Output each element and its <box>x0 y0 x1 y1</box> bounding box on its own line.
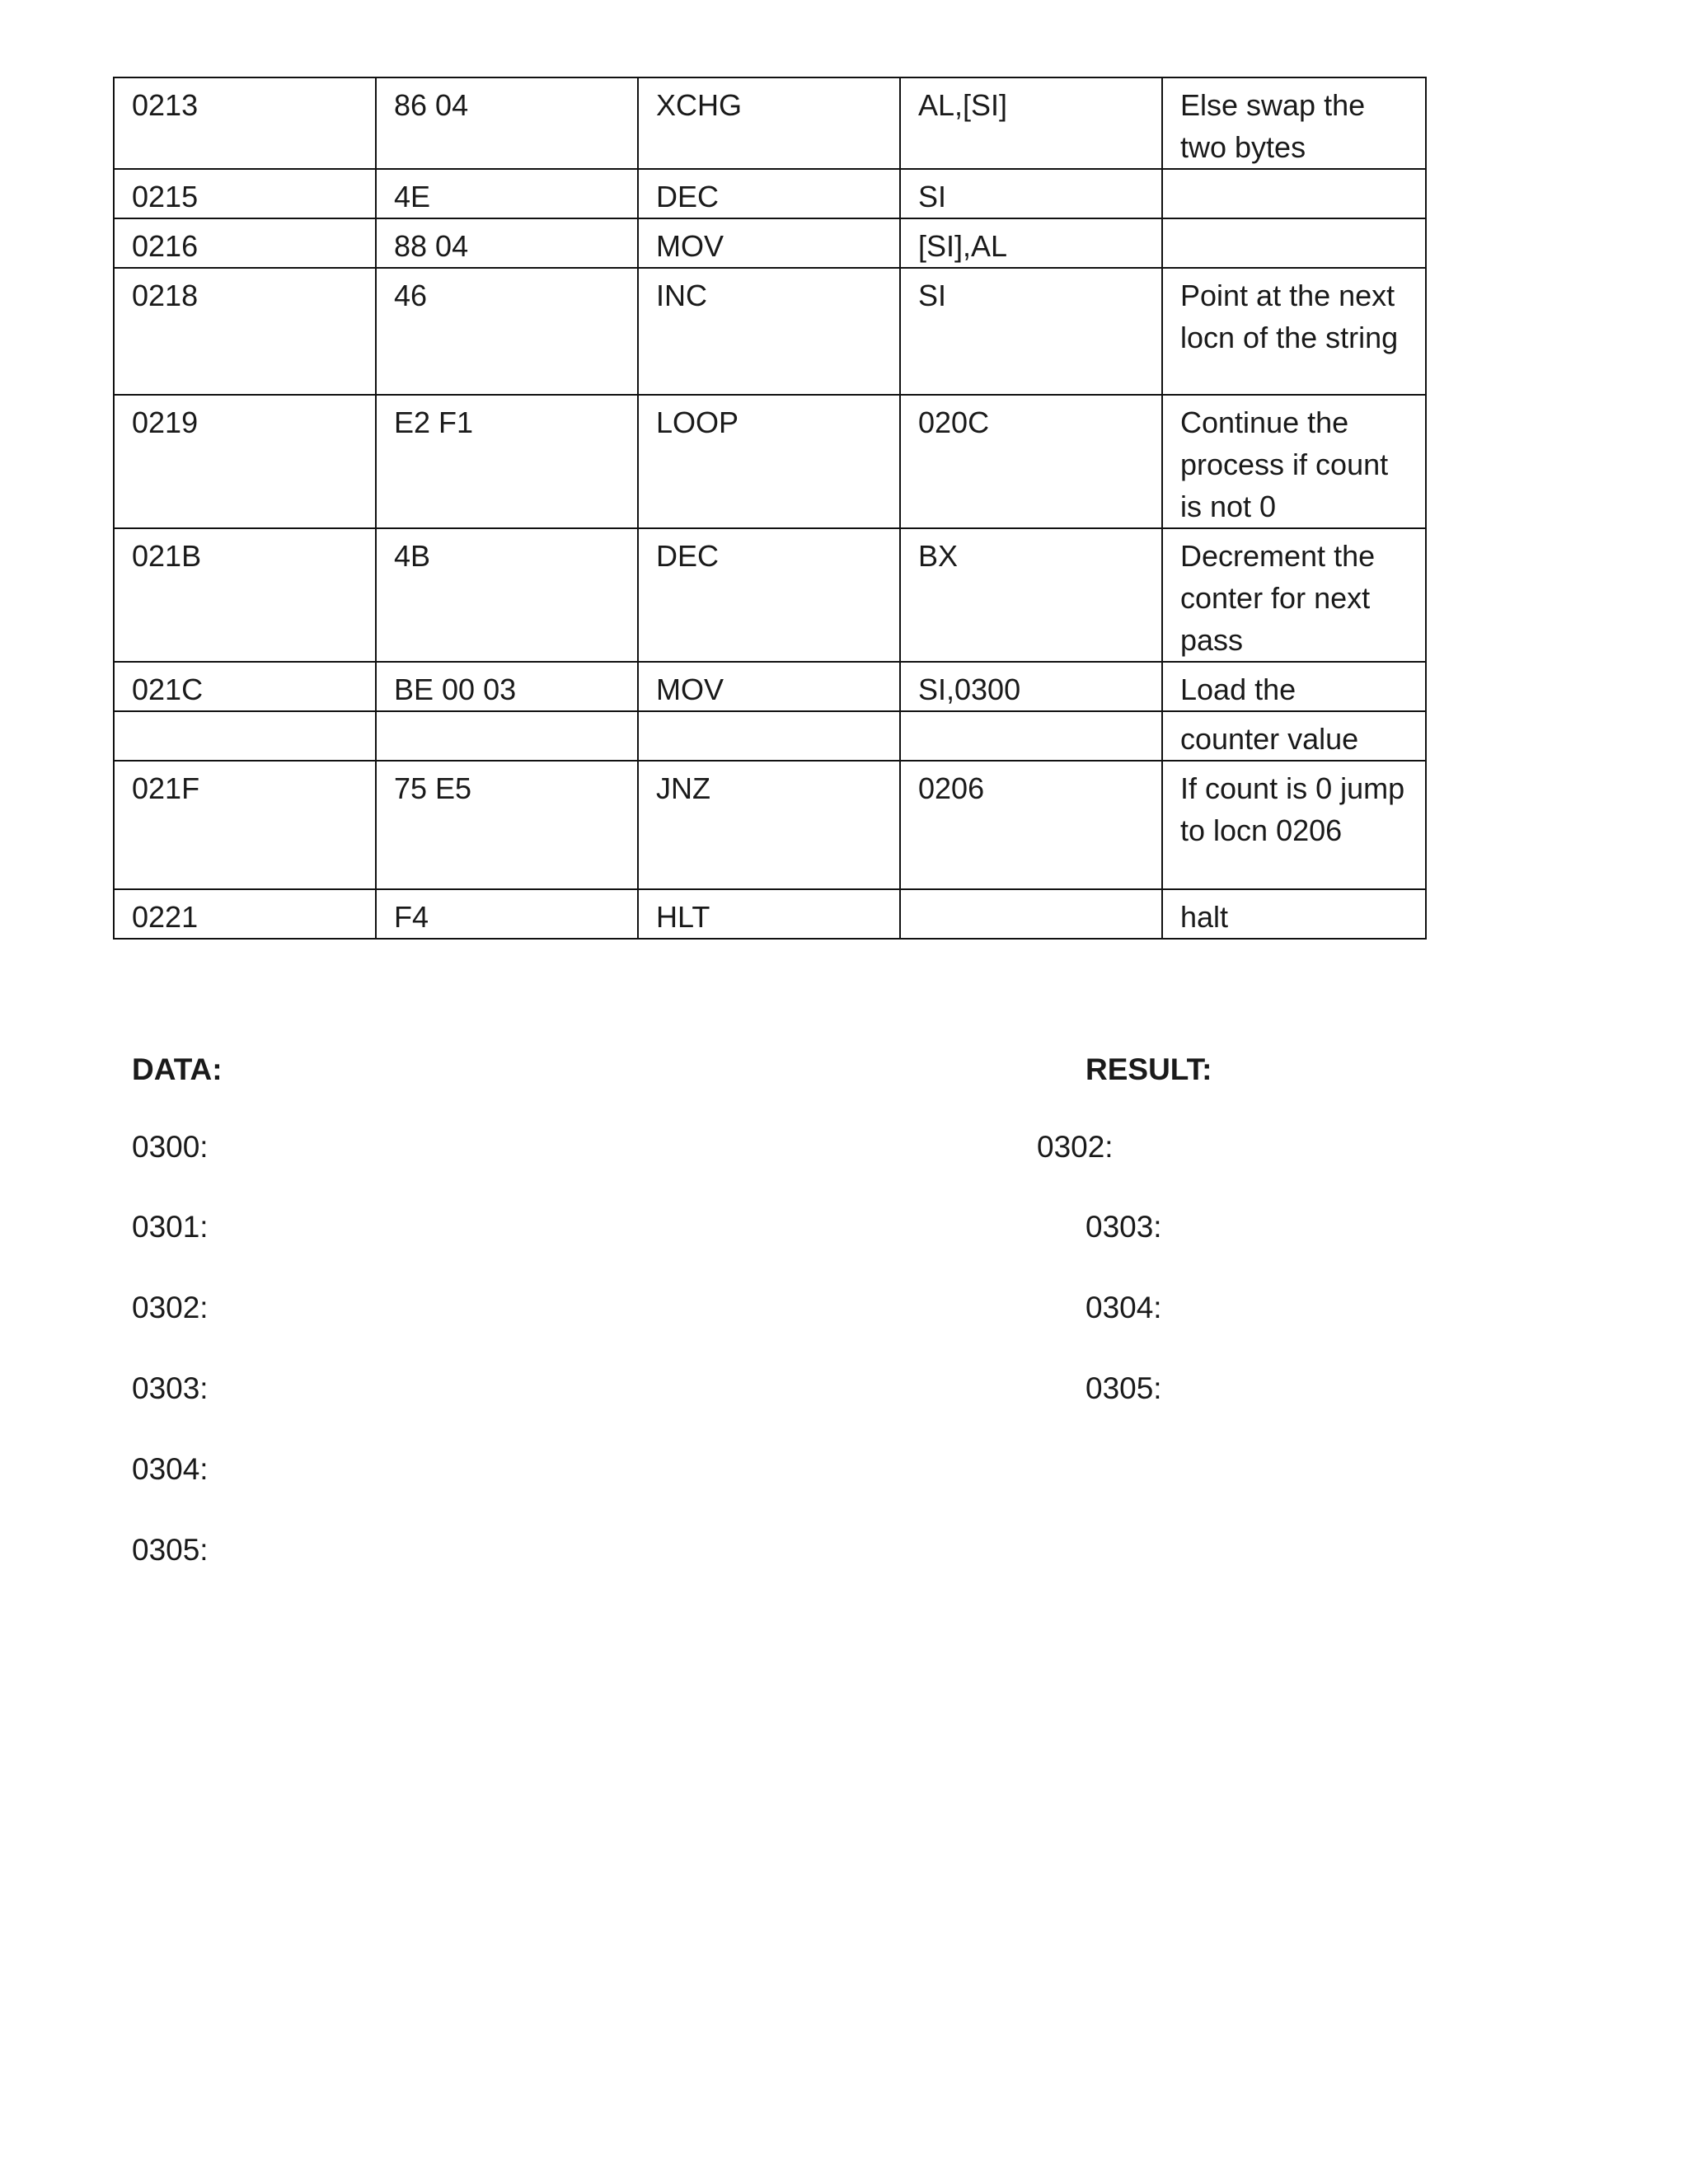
table-row <box>114 218 1426 268</box>
result-item-0305: 0305: <box>1085 1371 1162 1405</box>
cell-address <box>114 711 376 761</box>
cell-mnemonic: DEC <box>638 528 900 662</box>
cell-address: 0216 <box>114 218 376 268</box>
cell-comment <box>1162 218 1426 268</box>
result-heading: RESULT: <box>1085 1052 1212 1086</box>
cell-comment: Decrement the conter for next pass <box>1162 528 1426 662</box>
cell-operand: BX <box>900 528 1162 662</box>
cell-comment: counter value <box>1162 711 1426 761</box>
cell-opcode: 4E <box>376 169 638 218</box>
cell-comment <box>1162 169 1426 218</box>
table-row <box>114 268 1426 395</box>
cell-operand: 020C <box>900 395 1162 528</box>
cell-operand: 0206 <box>900 761 1162 889</box>
table-row <box>114 528 1426 662</box>
result-item-0302: 0302: <box>1037 1130 1114 1164</box>
cell-operand: SI <box>900 169 1162 218</box>
instruction-table <box>113 77 1427 940</box>
cell-operand: AL,[SI] <box>900 77 1162 169</box>
cell-opcode: 4B <box>376 528 638 662</box>
data-item-0302: 0302: <box>132 1291 209 1324</box>
cell-opcode: 86 04 <box>376 77 638 169</box>
data-heading: DATA: <box>132 1052 223 1086</box>
cell-comment: Continue the process if count is not 0 <box>1162 395 1426 528</box>
cell-comment: Else swap the two bytes <box>1162 77 1426 169</box>
cell-address: 021C <box>114 662 376 711</box>
cell-mnemonic: MOV <box>638 662 900 711</box>
cell-opcode <box>376 711 638 761</box>
table-row <box>114 169 1426 218</box>
cell-mnemonic: LOOP <box>638 395 900 528</box>
cell-mnemonic: DEC <box>638 169 900 218</box>
cell-address: 0213 <box>114 77 376 169</box>
cell-operand <box>900 889 1162 939</box>
table-row <box>114 662 1426 711</box>
cell-opcode: 88 04 <box>376 218 638 268</box>
result-item-0303: 0303: <box>1085 1210 1162 1244</box>
cell-opcode: F4 <box>376 889 638 939</box>
data-item-0300: 0300: <box>132 1130 209 1164</box>
data-item-0305: 0305: <box>132 1533 209 1567</box>
cell-comment: Point at the next locn of the string <box>1162 268 1426 395</box>
cell-mnemonic: HLT <box>638 889 900 939</box>
cell-opcode: E2 F1 <box>376 395 638 528</box>
cell-operand: SI,0300 <box>900 662 1162 711</box>
cell-mnemonic: XCHG <box>638 77 900 169</box>
cell-operand <box>900 711 1162 761</box>
cell-mnemonic: JNZ <box>638 761 900 889</box>
cell-address: 0221 <box>114 889 376 939</box>
cell-mnemonic <box>638 711 900 761</box>
cell-mnemonic: INC <box>638 268 900 395</box>
cell-opcode: 46 <box>376 268 638 395</box>
cell-address: 0218 <box>114 268 376 395</box>
table-row <box>114 395 1426 528</box>
table-row <box>114 761 1426 889</box>
cell-address: 0215 <box>114 169 376 218</box>
cell-opcode: BE 00 03 <box>376 662 638 711</box>
cell-address: 021B <box>114 528 376 662</box>
data-item-0301: 0301: <box>132 1210 209 1244</box>
cell-operand: [SI],AL <box>900 218 1162 268</box>
cell-comment: If count is 0 jump to locn 0206 <box>1162 761 1426 889</box>
cell-operand: SI <box>900 268 1162 395</box>
instruction-table-body <box>114 77 1426 939</box>
data-item-0303: 0303: <box>132 1371 209 1405</box>
data-item-0304: 0304: <box>132 1452 209 1486</box>
cell-mnemonic: MOV <box>638 218 900 268</box>
table-row <box>114 77 1426 169</box>
cell-address: 021F <box>114 761 376 889</box>
cell-opcode: 75 E5 <box>376 761 638 889</box>
cell-comment: Load the <box>1162 662 1426 711</box>
result-item-0304: 0304: <box>1085 1291 1162 1324</box>
cell-address: 0219 <box>114 395 376 528</box>
table-row <box>114 711 1426 761</box>
table-row <box>114 889 1426 939</box>
cell-comment: halt <box>1162 889 1426 939</box>
